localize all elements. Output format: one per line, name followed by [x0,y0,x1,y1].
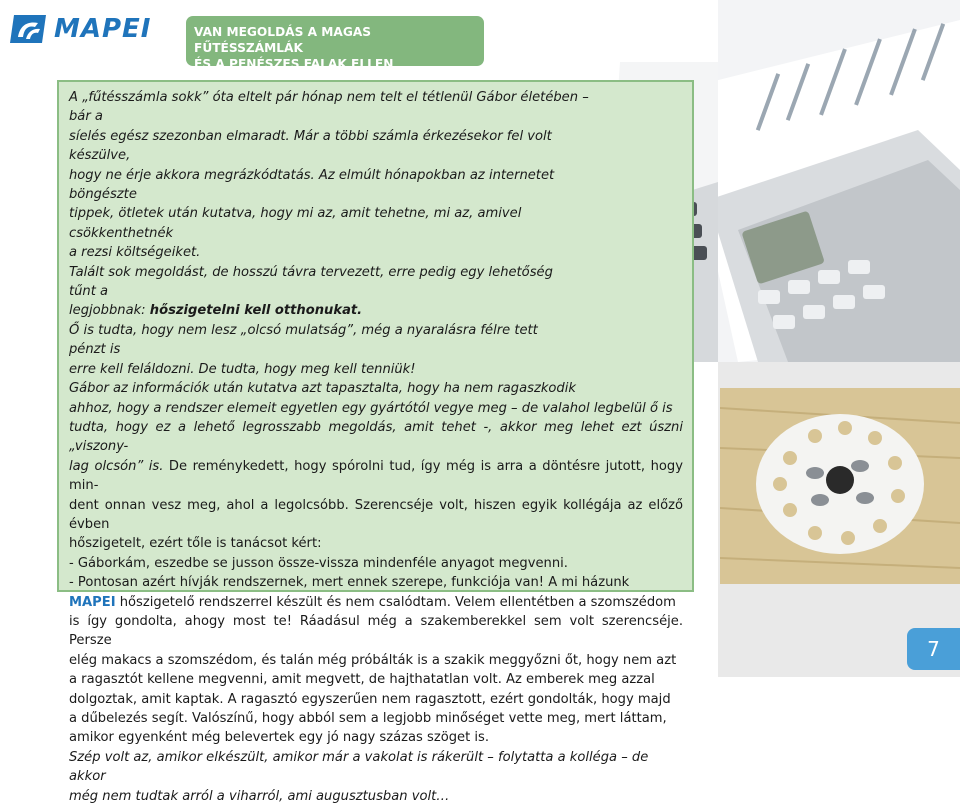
mixed-line [69,457,683,496]
body-line-7: elég makacs a szomszédom, és talán még próbálták is a szakik meggyőzni őt, hogy nem azt [69,652,677,668]
closing-line-1: Szép volt az, amikor elkészült, amikor már a vakolat is rákerült – folytatta a kolléga – de akkor [69,749,649,785]
intro-line-2: síelés egész szezonban elmaradt. Már a többi számla érkezésekor fel volt készülve, [69,128,552,164]
mapei-line-rest: hőszigetelő rendszerrel készült és nem csalódtam. Velem ellentétben a szomszédom [115,594,676,610]
italic-line-12: tudta, hogy ez a lehető legrosszabb megoldás, amit tehet -, akkor meg lehet ezt úszni „viszony- [69,419,683,455]
mapei-emblem-icon [8,13,50,45]
body-line-9: dolgoztak, amit kaptak. A ragasztó egyszerűen nem ragasztott, ezért gondolták, hogy majd [69,691,671,707]
insulation-dowel-photo [720,388,960,584]
insulate-home-highlight: hőszigetelni kell otthonukat. [149,303,363,319]
mapei-logo-text: MAPEI [54,14,152,44]
intro-line-5: a rezsi költségeiket. [69,245,201,261]
article-body [69,88,683,806]
mapei-brand-inline: MAPEI [69,594,116,610]
body-line-6: is így gondolta, ahogy most te! Ráadásul még a szakemberekkel sem volt szerencséje. Persze [69,613,683,649]
intro-line-7-prefix: legjobbnak: [69,303,150,319]
calculator-bill-photo [718,0,960,362]
body-line-10: a dűbelezés segít. Valószínű, hogy abból sem a legjobb minőséget vette meg, mert láttam, [69,711,667,726]
body-line-2: hőszigetelt, ezért tőle is tanácsot kért: [69,536,322,552]
header-title-line-1: VAN MEGOLDÁS A MAGAS FŰTÉSSZÁMLÁK [194,25,372,55]
body-line-4: - Pontosan azért hívják rendszernek, mert ennek szerepe, funkciója van! A mi házunk [69,575,630,591]
italic-line-11: ahhoz, hogy a rendszer elemeit egyetlen egy gyártótól vegye meg – de valahol legbelül ő is [69,400,673,416]
article-header [186,16,484,71]
mixed-line-rest: De reménykedett, hogy spórolni tud, így még is arra a döntésre jutott, hogy min- [69,458,683,494]
body-line-11: amikor egyenként még belevertek egy jó nagy százas szöget is. [69,730,490,746]
body-line-8: a ragasztót kellene megvenni, amit megvett, de hajthatatlan volt. Az emberek meg azzal [69,672,655,688]
mapei-logo [8,12,152,46]
intro-line-7 [69,301,683,320]
mapei-line [69,593,683,612]
italic-line-8: Ő is tudta, hogy nem lesz „olcsó mulatság”, még a nyaralásra félre tett pénzt is [69,322,538,358]
intro-line-4: tippek, ötletek után kutatva, hogy mi az, amit tehetne, mi az, amivel csökkenthetnék [69,206,522,241]
body-line-3: - Gáborkám, eszedbe se jusson össze-vissza mindenféle anyagot megvenni. [69,555,568,571]
page-number: 7 [907,628,960,670]
intro-line-1: A „fűtésszámla sokk” óta eltelt pár hónap nem telt el tétlenül Gábor életében – bár a [69,90,589,125]
body-line-1: dent onnan vesz meg, ahol a legolcsóbb. Szerencséje volt, hiszen egyik kollégája az előző évben [69,497,683,532]
mixed-line-italic: lag olcsón” is. [69,458,164,474]
italic-line-9: erre kell feláldozni. De tudta, hogy meg kell tenniük! [69,361,416,377]
intro-line-3: hogy ne érje akkora megrázkódtatás. Az elmúlt hónapokban az internetet böngészte [69,167,555,203]
article-text-box [57,80,694,804]
header-title-line-2: ÉS A PENÉSZES FALAK ELLEN [194,57,394,71]
intro-line-6: Talált sok megoldást, de hosszú távra tervezett, erre pedig egy lehetőség tűnt a [69,264,553,300]
italic-line-10: Gábor az információk után kutatva azt tapasztalta, hogy ha nem ragaszkodik [69,381,576,397]
closing-line-2: még nem tudtak arról a viharról, ami augusztusban volt… [69,788,450,804]
